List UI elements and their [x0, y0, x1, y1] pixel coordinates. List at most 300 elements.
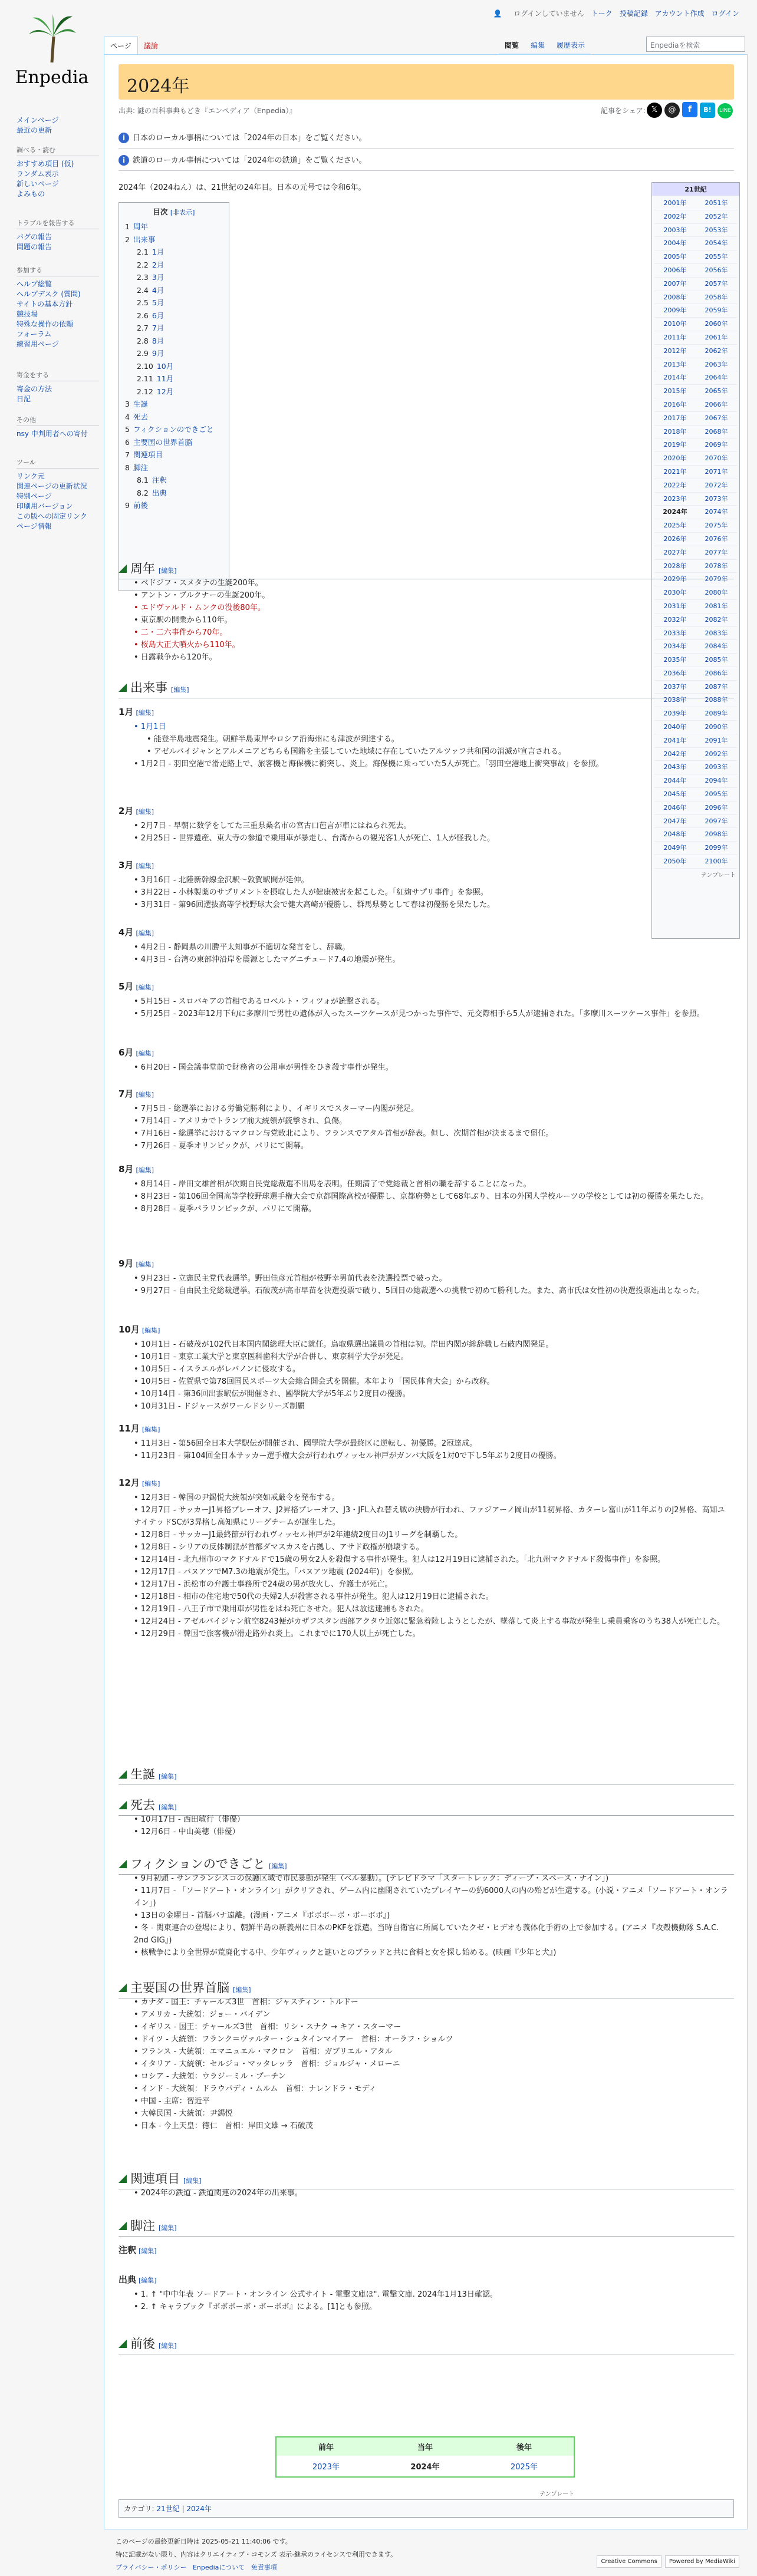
sidebar-item[interactable]: メインページ: [17, 116, 59, 124]
year-link[interactable]: 2008年: [654, 291, 696, 305]
edit-link[interactable]: [編集]: [159, 2342, 177, 2350]
list-item: • アントン・ブルクナーの生誕200年。: [134, 591, 270, 600]
list-item: • 5月15日 - スロバキアの首相であるロベルト・フィツォが銃撃される。: [134, 997, 385, 1006]
toc-link[interactable]: 11月: [156, 374, 174, 383]
toc-link[interactable]: 前後: [133, 501, 148, 510]
toc-link[interactable]: 6月: [152, 311, 164, 320]
toc-number: 2.7: [137, 324, 149, 332]
toc-number: 8.1: [137, 476, 149, 484]
year-link[interactable]: 2069年: [696, 438, 737, 452]
year-link[interactable]: 2052年: [696, 210, 737, 224]
year-link[interactable]: 2090年: [696, 721, 737, 734]
toc-link[interactable]: 周年: [133, 222, 148, 231]
sidebar-item[interactable]: 問題の報告: [17, 243, 52, 251]
list-item: • 5月25日 - 2023年12月下旬に多摩川で男性の遺体が入ったスーツケースが見つかった事件で、元交際相手ら5人が逮捕された。「多摩川スーツケース事件」を参照。: [134, 1010, 705, 1018]
line-share-icon[interactable]: LINE: [717, 103, 733, 118]
toc-entry[interactable]: [125, 322, 223, 335]
year-link[interactable]: 2020年: [654, 452, 696, 466]
year-link[interactable]: 2034年: [654, 640, 696, 654]
year-link[interactable]: 2064年: [696, 371, 737, 385]
item-list: [130, 1996, 732, 2132]
year-link[interactable]: 2093年: [696, 761, 737, 774]
year-link[interactable]: 2016年: [654, 398, 696, 412]
year-link[interactable]: 2037年: [654, 681, 696, 694]
list-item: • 1. ↑ "中中年表 ソードアート・オンライン 公式サイト - 電撃文庫ほ". 電撃文庫. 2024年1月13日確認。: [134, 2290, 498, 2299]
list-item: • 大韓民国 - 大統領：尹錫悦: [134, 2109, 233, 2118]
view-tabs: [499, 37, 591, 54]
year-link[interactable]: 2043年: [654, 761, 696, 774]
year-link[interactable]: 2060年: [696, 318, 737, 331]
edit-link[interactable]: [編集]: [136, 808, 154, 816]
toc-link[interactable]: 3月: [152, 273, 164, 282]
list-item: • 3月16日 - 北陸新幹線金沢駅〜敦賀駅間が延伸。: [134, 876, 309, 885]
list-item: • 12月3日 - 韓国の尹錫悦大統領が突如戒厳令を発布する。: [134, 1493, 340, 1502]
year-navigation: [275, 2436, 575, 2478]
year-link[interactable]: 2017年: [654, 412, 696, 426]
list-item: • 12月8日 - サッカーJ1最終節が行われヴィッセル神戸が2年連続2度目のJ1リーグを制覇した。: [134, 1531, 463, 1539]
list-item[interactable]: • 1月1日: [134, 723, 166, 731]
year-link[interactable]: 2066年: [696, 398, 737, 412]
year-link[interactable]: 2087年: [696, 681, 737, 694]
year-link[interactable]: 2031年: [654, 600, 696, 614]
edit-link[interactable]: [編集]: [136, 709, 154, 717]
year-link[interactable]: 2028年: [654, 560, 696, 573]
toc-entry[interactable]: [125, 284, 223, 297]
toc-link[interactable]: 主要国の世界首脳: [133, 437, 192, 447]
year-link[interactable]: 2085年: [696, 654, 737, 667]
toc-entry[interactable]: [125, 360, 223, 373]
toc-link[interactable]: 1月: [152, 248, 164, 256]
event-list: [130, 721, 732, 770]
year-link[interactable]: 2029年: [654, 573, 696, 586]
year-link[interactable]: 2004年: [654, 237, 696, 250]
privacy-link[interactable]: プライバシー・ポリシー: [116, 2564, 187, 2571]
item-list: [130, 1178, 732, 1215]
toc-entry[interactable]: [125, 499, 223, 512]
toc-entry[interactable]: [125, 411, 223, 424]
toc-entry[interactable]: [125, 246, 223, 259]
toc-link[interactable]: 脚注: [133, 463, 148, 472]
year-link[interactable]: 2094年: [696, 774, 737, 788]
prev-year-link[interactable]: 2023年: [312, 2463, 340, 2472]
edit-link[interactable]: [編集]: [233, 1986, 251, 1994]
year-link[interactable]: 2030年: [654, 586, 696, 600]
subsection-title: 2月: [119, 806, 134, 816]
sidebar-item[interactable]: 特殊な操作の依頼: [17, 320, 74, 328]
personal-link[interactable]: 投稿記録: [619, 9, 648, 18]
mediawiki-badge[interactable]: Powered by MediaWiki: [665, 2555, 739, 2568]
edit-link[interactable]: [編集]: [171, 686, 189, 694]
year-link[interactable]: 2018年: [654, 426, 696, 439]
sidebar-item[interactable]: nsy 中判用者への寄付: [17, 430, 88, 438]
license-text: 特に記載がない限り、内容はクリエイティブ・コモンズ 表示-継承のライセンスで利用できます。: [116, 2551, 397, 2558]
tab-read[interactable]: 閲覧: [499, 37, 525, 54]
section-heading: [119, 1978, 734, 1998]
edit-link[interactable]: [編集]: [159, 1803, 177, 1811]
toc-entry[interactable]: [125, 474, 223, 487]
next-year-header: 後年: [516, 2443, 532, 2452]
hatnote-text: 鉄道のローカル事柄については「2024年の鉄道」をご覧ください。: [133, 156, 367, 165]
year-link[interactable]: 2035年: [654, 654, 696, 667]
year-link[interactable]: 2080年: [696, 586, 737, 600]
year-link[interactable]: 2033年: [654, 627, 696, 641]
next-year-link[interactable]: 2025年: [510, 2463, 538, 2472]
year-link[interactable]: 2082年: [696, 614, 737, 627]
year-link[interactable]: 2097年: [696, 815, 737, 829]
toc-entry[interactable]: [125, 259, 223, 272]
item-list: [130, 2288, 732, 2313]
item-list: [130, 2187, 732, 2199]
sidebar-item[interactable]: 競技場: [17, 310, 38, 318]
list-item: • 2月25日 - 世界遺産、東大寺の参道で乗用車が暴走し、台湾からの観光客1人が死亡、1人が怪我した。: [134, 834, 495, 843]
year-link[interactable]: 2072年: [696, 479, 737, 493]
subsection-heading: [119, 1257, 154, 1269]
sidebar-item[interactable]: ランダム表示: [17, 170, 59, 178]
edit-link[interactable]: [編集]: [141, 1426, 160, 1433]
year-link[interactable]: 2098年: [696, 828, 737, 842]
x-share-icon[interactable]: 𝕏: [647, 103, 662, 118]
list-item: • 6月20日 - 国会議事堂前で財務省の公用車が男性をひき殺す事件が発生。: [134, 1063, 393, 1072]
list-item: • 3月31日 - 第96回選抜高等学校野球大会で健大高崎が優勝し、群馬県勢として春は初優勝を果たした。: [134, 901, 495, 909]
year-link[interactable]: 2065年: [696, 385, 737, 398]
list-item: • 11月7日 - 「ソードアート・オンライン」がクリアされ、ゲーム内に幽閉されていたプレイヤーの約6000人の内の殆どが生還する。(小説・アニメ「ソードアート・オンライン」): [134, 1886, 728, 1908]
year-link[interactable]: 2063年: [696, 358, 737, 372]
edit-link[interactable]: [編集]: [136, 1091, 154, 1099]
year-link[interactable]: 2054年: [696, 237, 737, 250]
list-item: • エドヴァルド・ムンクの没後80年。: [134, 603, 265, 612]
year-link[interactable]: 2057年: [696, 278, 737, 291]
edit-link[interactable]: [編集]: [139, 2277, 157, 2284]
toc-entry[interactable]: [125, 233, 223, 246]
year-link[interactable]: 2003年: [654, 224, 696, 238]
toc-link[interactable]: 7月: [152, 324, 164, 332]
year-link[interactable]: 2026年: [654, 533, 696, 546]
toc-link[interactable]: 生誕: [133, 400, 148, 408]
year-link[interactable]: 2053年: [696, 224, 737, 238]
tab-talk[interactable]: 議論: [138, 37, 164, 55]
year-link[interactable]: 2086年: [696, 667, 737, 681]
divider: [119, 148, 734, 149]
cc-badge[interactable]: Creative Commons: [597, 2555, 661, 2568]
list-item: • 11月3日 - 第56回全日本大学駅伝が開催され、國學院大学が最終区に逆転し、初優勝。2冠達成。: [134, 1439, 478, 1448]
year-link[interactable]: 2042年: [654, 748, 696, 761]
year-link[interactable]: 2010年: [654, 318, 696, 331]
toc-link[interactable]: 9月: [152, 349, 164, 358]
year-link[interactable]: 2078年: [696, 560, 737, 573]
year-link[interactable]: 2095年: [696, 788, 737, 802]
edit-link[interactable]: [編集]: [141, 1480, 160, 1487]
toc-link[interactable]: 2月: [152, 260, 164, 269]
year-link[interactable]: 2038年: [654, 694, 696, 707]
toc-number: 3: [125, 400, 130, 408]
toc-link[interactable]: 関連項目: [133, 450, 163, 459]
year-link[interactable]: 2015年: [654, 385, 696, 398]
year-link[interactable]: 2068年: [696, 426, 737, 439]
subsection-title: 4月: [119, 927, 134, 938]
year-link[interactable]: 2076年: [696, 533, 737, 546]
sidebar-item[interactable]: この版への固定リンク: [17, 512, 87, 520]
toc-link[interactable]: フィクションのできごと: [133, 425, 214, 434]
toc-entry[interactable]: [125, 436, 223, 449]
subsection-heading: [119, 980, 154, 992]
category-links: カテゴリ: 21世紀 | 2024年: [119, 2499, 734, 2518]
toc-entry[interactable]: [125, 347, 223, 360]
year-link[interactable]: 2022年: [654, 479, 696, 493]
navbox-header: 21世紀: [652, 183, 739, 196]
list-item: • 8月28日 - 夏季パラリンピックが、パリにて開幕。: [134, 1205, 317, 1213]
year-link[interactable]: 2001年: [654, 197, 696, 210]
year-link[interactable]: 2041年: [654, 734, 696, 748]
year-link[interactable]: 2059年: [696, 304, 737, 318]
year-link[interactable]: 2092年: [696, 748, 737, 761]
tab-history[interactable]: 履歴表示: [551, 37, 591, 54]
year-link[interactable]: 2096年: [696, 802, 737, 815]
list-item: • 12月29日 - 韓国で旅客機が滑走路外れ炎上。これまでに170人以上が死亡した。: [134, 1630, 420, 1638]
subsection-title: 7月: [119, 1089, 134, 1099]
toc-entry[interactable]: [125, 220, 223, 233]
list-item: • 10月17日 - 西田敏行（俳優）: [134, 1815, 245, 1824]
year-link[interactable]: 2012年: [654, 345, 696, 358]
year-link[interactable]: 2005年: [654, 250, 696, 264]
sidebar-heading: その他: [17, 415, 99, 426]
sidebar-item[interactable]: 最近の更新: [17, 126, 52, 134]
year-link[interactable]: 2044年: [654, 774, 696, 788]
edit-link[interactable]: [編集]: [159, 1773, 177, 1780]
year-link[interactable]: 2062年: [696, 345, 737, 358]
year-link[interactable]: 2071年: [696, 466, 737, 479]
toc-link[interactable]: 出来事: [133, 235, 156, 244]
sidebar-donate: [17, 370, 99, 404]
item-list: [130, 941, 732, 966]
year-link[interactable]: 2048年: [654, 828, 696, 842]
toc-number: 2.1: [137, 248, 149, 256]
site-logo[interactable]: [0, 0, 104, 100]
edit-link[interactable]: [編集]: [136, 929, 154, 937]
edit-link[interactable]: [編集]: [141, 1327, 160, 1334]
toc-entry[interactable]: [125, 335, 223, 348]
edit-link[interactable]: [編集]: [136, 984, 154, 991]
toc-number: 2.4: [137, 285, 149, 295]
subsection-title: 6月: [119, 1047, 134, 1058]
year-link[interactable]: 2073年: [696, 493, 737, 506]
edit-link[interactable]: [編集]: [136, 1261, 154, 1268]
section-heading: [119, 1796, 734, 1816]
edit-link[interactable]: [編集]: [183, 2177, 202, 2185]
sidebar-item[interactable]: ヘルプデスク (質問): [17, 290, 81, 298]
threads-share-icon[interactable]: @: [664, 103, 680, 118]
current-year-header: 当年: [417, 2443, 433, 2452]
year-link[interactable]: 2023年: [654, 493, 696, 506]
toc-number: 2: [125, 235, 130, 244]
toc-entry[interactable]: [125, 461, 223, 474]
personal-link[interactable]: アカウント作成: [654, 9, 705, 18]
edit-link[interactable]: [編集]: [139, 2247, 157, 2255]
toc-link[interactable]: 5月: [152, 298, 164, 307]
sidebar-item[interactable]: ページ情報: [17, 522, 52, 530]
user-icon: 👤: [493, 9, 502, 18]
item-list: [130, 1492, 732, 1640]
list-item: • 7月5日 - 総選挙における労働党勝利により、イギリスでスターマー内閣が発足。: [134, 1104, 419, 1113]
year-link[interactable]: 2089年: [696, 707, 737, 721]
year-link[interactable]: 2061年: [696, 331, 737, 345]
edit-link[interactable]: [編集]: [136, 1166, 154, 1174]
year-link[interactable]: 2039年: [654, 707, 696, 721]
personal-link[interactable]: トーク: [591, 9, 613, 18]
sidebar-item[interactable]: サイトの基本方針: [17, 300, 73, 308]
subsection-title: 1月: [119, 707, 134, 717]
year-link[interactable]: 2025年: [654, 519, 696, 533]
sidebar-item[interactable]: 日記: [17, 395, 31, 403]
toc-link[interactable]: 出典: [152, 488, 167, 497]
sidebar-item[interactable]: リンク元: [17, 472, 45, 480]
year-link[interactable]: 2100年: [696, 855, 737, 869]
toc-number: 2.9: [137, 349, 149, 358]
sidebar-item[interactable]: よみもの: [17, 190, 45, 198]
year-link[interactable]: 2002年: [654, 210, 696, 224]
year-link[interactable]: 2083年: [696, 627, 737, 641]
toc-entry[interactable]: [125, 296, 223, 309]
sidebar-trouble: [17, 218, 99, 252]
toc-entry[interactable]: [125, 271, 223, 284]
list-item: • 12月7日 - サッカーJ1昇格プレーオフ、J2昇格プレーオフ、J3・JFL入れ替え戦の決勝が行われ、ファジアーノ岡山が11初昇格、カターレ富山が11年ぶりのJ2昇格、高知ユナイテッドSCが3昇格し高知県にリーグチームが誕生した。: [134, 1506, 725, 1527]
toc-link[interactable]: 8月: [152, 336, 164, 345]
year-link[interactable]: 2032年: [654, 614, 696, 627]
sidebar-item[interactable]: おすすめ項目 (仮): [17, 160, 74, 168]
palm-tree-logo-icon: [27, 13, 77, 64]
toc-entry[interactable]: [125, 372, 223, 385]
hatnote: [119, 154, 367, 166]
year-link[interactable]: 2075年: [696, 519, 737, 533]
sidebar-item[interactable]: 新しいページ: [17, 180, 59, 188]
year-link[interactable]: 2006年: [654, 264, 696, 278]
toc-entry[interactable]: [125, 448, 223, 461]
sidebar-item[interactable]: 寄金の方法: [17, 385, 52, 393]
toc-link[interactable]: 10月: [156, 361, 174, 371]
list-item: • 7月14日 - アメリカでトランプ前大統領が銃撃され、負傷。: [134, 1117, 347, 1126]
year-link[interactable]: 2013年: [654, 358, 696, 372]
section-heading: [119, 2169, 734, 2189]
subsection-heading: [119, 1323, 160, 1335]
section-marker-icon: [119, 565, 127, 573]
year-link[interactable]: 2077年: [696, 546, 737, 560]
subsection-heading: [119, 926, 154, 938]
list-item: • 冬 - 関東連合の登場により、朝鮮半島の新義州に日本のPKFを派遣。当時自衛官に所属していたクゼ・ヒデオも義体化手術の上で参加する。(アニメ『攻殻機動隊 S.A.C. 2nd GIG』): [134, 1924, 719, 1945]
year-link[interactable]: 2058年: [696, 291, 737, 305]
year-link[interactable]: 2067年: [696, 412, 737, 426]
year-link[interactable]: 2091年: [696, 734, 737, 748]
list-item: • カナダ - 国王：チャールズ3世 首相：ジャスティン・トルドー: [134, 1998, 358, 2007]
section-title: 脚注: [130, 2219, 155, 2233]
personal-link[interactable]: ログイン: [711, 9, 739, 18]
edit-link[interactable]: [編集]: [136, 1050, 154, 1057]
year-link[interactable]: 2074年: [696, 506, 737, 519]
year-link[interactable]: 2079年: [696, 573, 737, 586]
toc-number: 2.3: [137, 273, 149, 282]
year-link[interactable]: 2047年: [654, 815, 696, 829]
year-link[interactable]: 2009年: [654, 304, 696, 318]
toc-link[interactable]: 4月: [152, 285, 164, 295]
facebook-share-icon[interactable]: f: [682, 102, 697, 117]
hatena-share-icon[interactable]: B!: [700, 103, 715, 118]
toc-link[interactable]: 死去: [133, 412, 148, 421]
list-item: • 12月14日 - 北九州市のマクドナルドで15歳の男女2人を殺傷する事件が発生。犯人は12月19日に逮捕された。「北九州マクドナルド殺傷事件」を参照。: [134, 1555, 665, 1564]
sidebar-item[interactable]: 関連ページの更新状況: [17, 482, 87, 490]
template-link[interactable]: テンプレート: [700, 872, 736, 879]
search-input[interactable]: Enpediaを検索: [646, 37, 745, 52]
toc-number: 4: [125, 412, 130, 421]
toc-link[interactable]: 注釈: [152, 476, 167, 484]
toc-entry[interactable]: [125, 398, 223, 411]
year-link[interactable]: 2056年: [696, 264, 737, 278]
subsection-heading: [119, 2244, 157, 2256]
year-link[interactable]: 2099年: [696, 842, 737, 855]
year-link[interactable]: 2088年: [696, 694, 737, 707]
year-link[interactable]: 2055年: [696, 250, 737, 264]
sidebar-item[interactable]: 印刷用バージョン: [17, 502, 73, 510]
year-link[interactable]: 2014年: [654, 371, 696, 385]
year-link[interactable]: 2050年: [654, 855, 696, 869]
sidebar-item[interactable]: 特別ページ: [17, 492, 52, 500]
category-link[interactable]: 21世紀: [156, 2505, 180, 2513]
toc-link[interactable]: 12月: [156, 387, 174, 396]
tab-edit[interactable]: 編集: [525, 37, 551, 54]
edit-link[interactable]: [編集]: [159, 567, 177, 575]
edit-link[interactable]: [編集]: [136, 862, 154, 870]
year-link[interactable]: 2046年: [654, 802, 696, 815]
sidebar-item[interactable]: フォーラム: [17, 330, 52, 338]
subsection-title: 8月: [119, 1164, 134, 1175]
year-link[interactable]: 2084年: [696, 640, 737, 654]
toc-number: 1: [125, 222, 130, 231]
section-heading: [119, 1855, 734, 1875]
disclaimer-link[interactable]: 免責事項: [251, 2564, 277, 2571]
toc-entry[interactable]: [125, 423, 223, 436]
item-list: [130, 577, 732, 664]
year-link[interactable]: 2051年: [696, 197, 737, 210]
year-link[interactable]: 2045年: [654, 788, 696, 802]
template-link[interactable]: テンプレート: [539, 2491, 575, 2498]
year-link[interactable]: 2040年: [654, 721, 696, 734]
about-link[interactable]: Enpediaについて: [192, 2564, 245, 2571]
section-heading: [119, 1765, 734, 1785]
year-link[interactable]: 2021年: [654, 466, 696, 479]
sidebar-other: [17, 415, 99, 439]
subsection-heading: [119, 1422, 160, 1434]
sidebar-item[interactable]: ヘルプ総覧: [17, 280, 52, 288]
category-link[interactable]: 2024年: [186, 2505, 212, 2513]
subsection-title: 5月: [119, 981, 134, 992]
year-link[interactable]: 2036年: [654, 667, 696, 681]
section-heading: [119, 678, 734, 698]
year-link[interactable]: 2011年: [654, 331, 696, 345]
year-link[interactable]: 2019年: [654, 438, 696, 452]
sidebar-item[interactable]: 練習用ページ: [17, 340, 59, 348]
toc-entry[interactable]: [125, 487, 223, 500]
toc-number: 2.2: [137, 260, 149, 269]
sidebar-item[interactable]: バグの報告: [17, 233, 52, 241]
year-link[interactable]: 2049年: [654, 842, 696, 855]
year-link[interactable]: 2007年: [654, 278, 696, 291]
year-link[interactable]: 2070年: [696, 452, 737, 466]
edit-link[interactable]: [編集]: [268, 1862, 287, 1870]
year-link[interactable]: 2027年: [654, 546, 696, 560]
edit-link[interactable]: [編集]: [159, 2224, 177, 2232]
toc-entry[interactable]: [125, 385, 223, 398]
tab-page[interactable]: ページ: [104, 37, 138, 54]
toc-toggle[interactable]: [非表示]: [170, 209, 195, 216]
year-link[interactable]: 2081年: [696, 600, 737, 614]
toc-entry[interactable]: [125, 309, 223, 322]
